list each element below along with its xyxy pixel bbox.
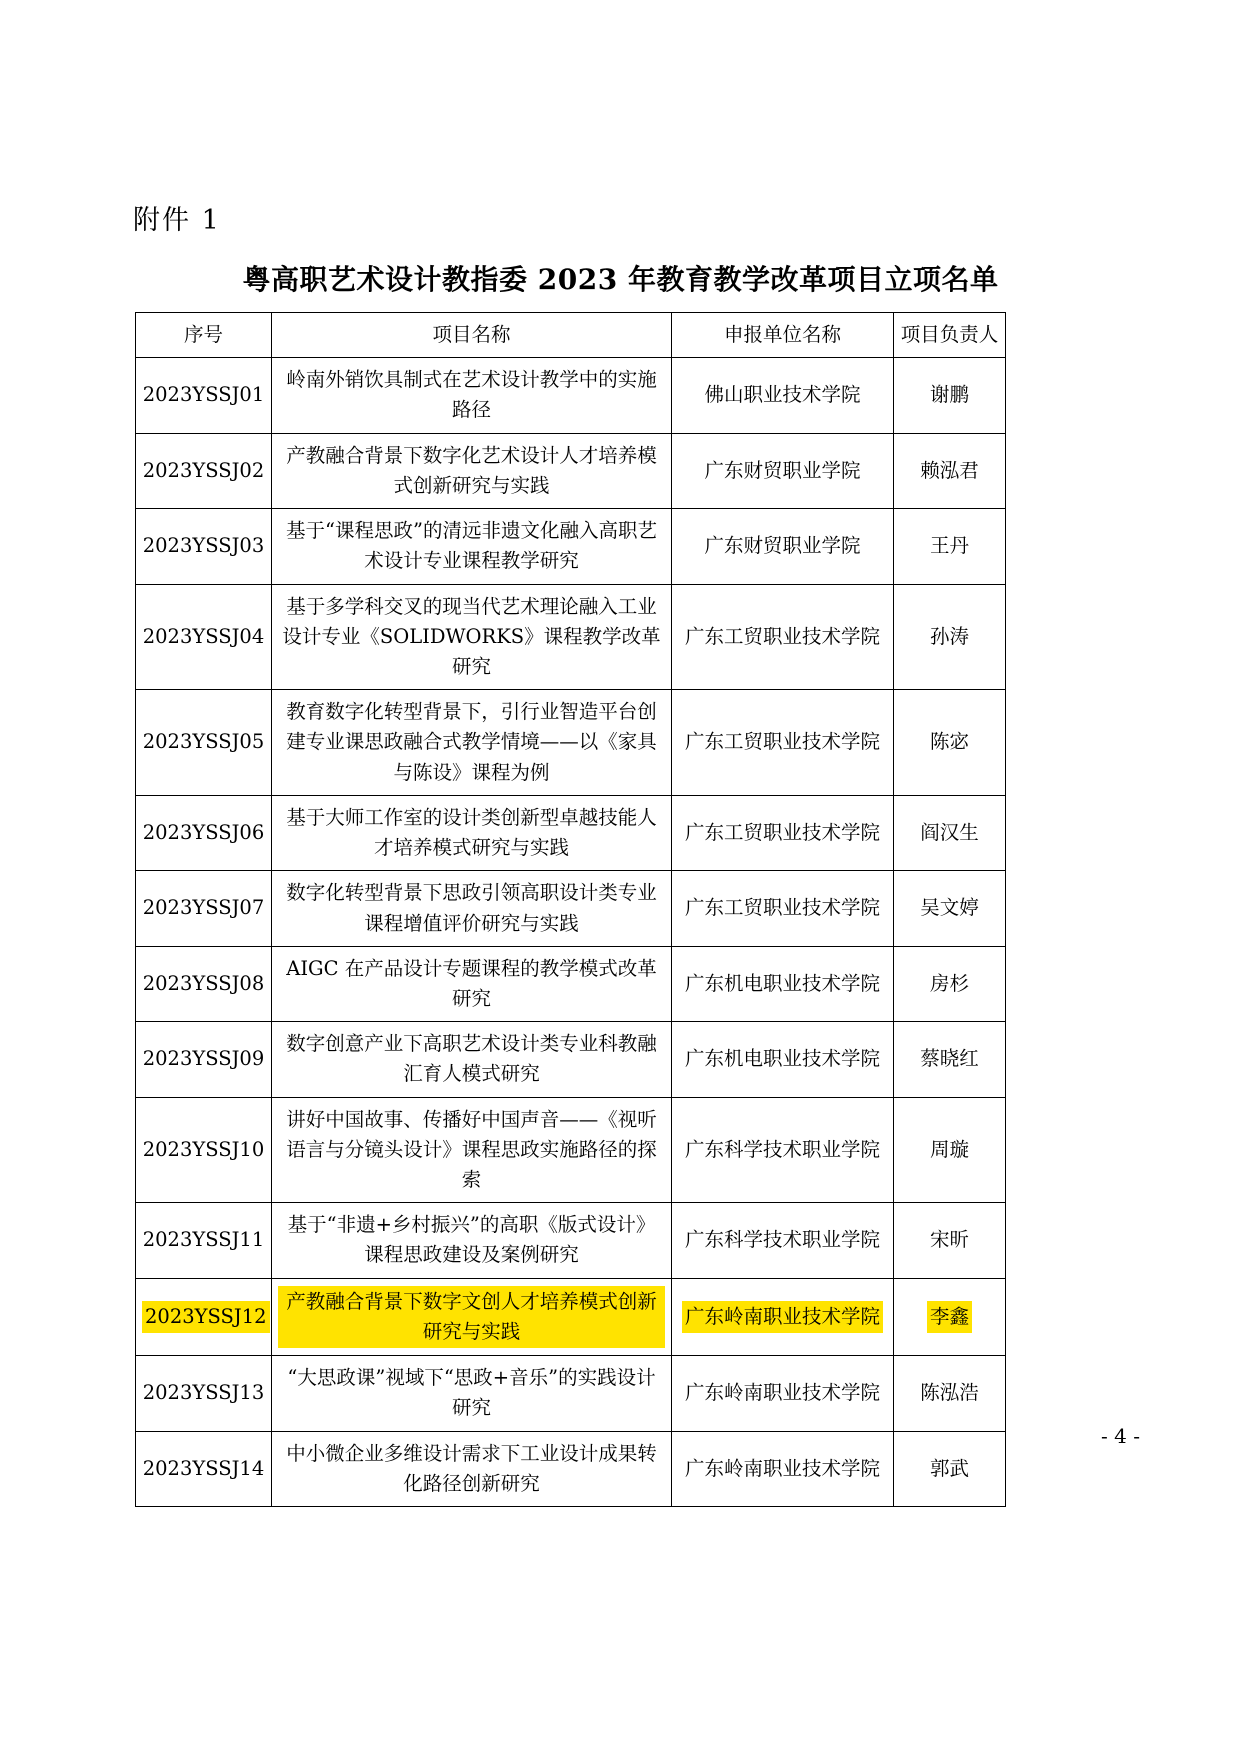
cell-unit: 广东财贸职业学院 xyxy=(672,509,894,584)
cell-project-no: 2023YSSJ01 xyxy=(136,358,272,433)
cell-leader xyxy=(894,1278,1006,1355)
cell-project-no: 2023YSSJ11 xyxy=(136,1203,272,1278)
cell-leader: 蔡晓红 xyxy=(894,1022,1006,1097)
cell-leader: 周璇 xyxy=(894,1097,1006,1203)
table-row xyxy=(136,946,1006,1021)
cell-leader: 陈宓 xyxy=(894,690,1006,796)
cell-unit xyxy=(672,1278,894,1355)
cell-project-no: 2023YSSJ07 xyxy=(136,871,272,946)
cell-project-no: 2023YSSJ09 xyxy=(136,1022,272,1097)
table-row xyxy=(136,433,1006,508)
cell-project-name: AIGC 在产品设计专题课程的教学模式改革研究 xyxy=(272,946,672,1021)
table-row xyxy=(136,690,1006,796)
cell-unit: 广东工贸职业技术学院 xyxy=(672,795,894,870)
cell-leader: 阎汉生 xyxy=(894,795,1006,870)
highlight-mark: 广东岭南职业技术学院 xyxy=(682,1301,883,1333)
cell-unit: 广东工贸职业技术学院 xyxy=(672,871,894,946)
cell-project-name: 中小微企业多维设计需求下工业设计成果转化路径创新研究 xyxy=(272,1431,672,1506)
table-row xyxy=(136,1431,1006,1506)
cell-project-no: 2023YSSJ13 xyxy=(136,1356,272,1431)
table-row xyxy=(136,1278,1006,1355)
cell-project-name: 基于“课程思政”的清远非遗文化融入高职艺术设计专业课程教学研究 xyxy=(272,509,672,584)
table-row xyxy=(136,358,1006,433)
cell-leader: 陈泓浩 xyxy=(894,1356,1006,1431)
cell-leader: 谢鹏 xyxy=(894,358,1006,433)
cell-unit: 广东岭南职业技术学院 xyxy=(672,1431,894,1506)
cell-leader: 赖泓君 xyxy=(894,433,1006,508)
cell-project-no xyxy=(136,1278,272,1355)
cell-leader: 王丹 xyxy=(894,509,1006,584)
cell-project-no: 2023YSSJ03 xyxy=(136,509,272,584)
column-header-leader: 项目负责人 xyxy=(894,313,1006,358)
cell-project-no: 2023YSSJ04 xyxy=(136,584,272,690)
cell-unit: 广东岭南职业技术学院 xyxy=(672,1356,894,1431)
column-header-no: 序号 xyxy=(136,313,272,358)
table-row xyxy=(136,871,1006,946)
cell-project-no: 2023YSSJ14 xyxy=(136,1431,272,1506)
cell-project-no: 2023YSSJ05 xyxy=(136,690,272,796)
cell-unit: 广东财贸职业学院 xyxy=(672,433,894,508)
highlight-mark: 产教融合背景下数字文创人才培养模式创新研究与实践 xyxy=(278,1286,665,1348)
cell-unit: 广东科学技术职业学院 xyxy=(672,1097,894,1203)
cell-project-name: 数字化转型背景下思政引领高职设计类专业课程增值评价研究与实践 xyxy=(272,871,672,946)
cell-project-name: 基于“非遗+乡村振兴”的高职《版式设计》课程思政建设及案例研究 xyxy=(272,1203,672,1278)
table-row xyxy=(136,509,1006,584)
cell-leader: 房杉 xyxy=(894,946,1006,1021)
table-header-row xyxy=(136,313,1006,358)
cell-unit: 广东机电职业技术学院 xyxy=(672,1022,894,1097)
cell-leader: 宋昕 xyxy=(894,1203,1006,1278)
highlight-mark: 李鑫 xyxy=(927,1301,972,1333)
column-header-project-name: 项目名称 xyxy=(272,313,672,358)
page-title: 粤高职艺术设计教指委 2023 年教育教学改革项目立项名单 xyxy=(242,263,999,296)
cell-leader: 孙涛 xyxy=(894,584,1006,690)
cell-leader: 郭武 xyxy=(894,1431,1006,1506)
project-listing-table xyxy=(135,312,1006,1507)
page-number: - 4 - xyxy=(1101,1424,1140,1448)
table-row xyxy=(136,1203,1006,1278)
cell-leader: 吴文婷 xyxy=(894,871,1006,946)
table-row xyxy=(136,584,1006,690)
table-row xyxy=(136,1356,1006,1431)
cell-unit: 广东工贸职业技术学院 xyxy=(672,584,894,690)
attachment-label: 附件 1 xyxy=(133,205,221,236)
table-row xyxy=(136,1097,1006,1203)
table-row xyxy=(136,795,1006,870)
cell-project-name: 讲好中国故事、传播好中国声音——《视听语言与分镜头设计》课程思政实施路径的探索 xyxy=(272,1097,672,1203)
cell-unit: 佛山职业技术学院 xyxy=(672,358,894,433)
cell-project-name: 基于大师工作室的设计类创新型卓越技能人才培养模式研究与实践 xyxy=(272,795,672,870)
cell-project-name: 数字创意产业下高职艺术设计类专业科教融汇育人模式研究 xyxy=(272,1022,672,1097)
cell-project-name: 基于多学科交叉的现当代艺术理论融入工业设计专业《SOLIDWORKS》课程教学改革研究 xyxy=(272,584,672,690)
cell-project-no: 2023YSSJ08 xyxy=(136,946,272,1021)
cell-project-name: 岭南外销饮具制式在艺术设计教学中的实施路径 xyxy=(272,358,672,433)
highlight-mark: 2023YSSJ12 xyxy=(142,1301,270,1333)
cell-project-no: 2023YSSJ06 xyxy=(136,795,272,870)
cell-project-name: 教育数字化转型背景下，引行业智造平台创建专业课思政融合式教学情境——以《家具与陈设》课程为例 xyxy=(272,690,672,796)
column-header-unit: 申报单位名称 xyxy=(672,313,894,358)
cell-unit: 广东科学技术职业学院 xyxy=(672,1203,894,1278)
cell-project-no: 2023YSSJ02 xyxy=(136,433,272,508)
cell-project-name xyxy=(272,1278,672,1355)
table-row xyxy=(136,1022,1006,1097)
cell-unit: 广东工贸职业技术学院 xyxy=(672,690,894,796)
cell-project-name: “大思政课”视域下“思政+音乐”的实践设计研究 xyxy=(272,1356,672,1431)
cell-unit: 广东机电职业技术学院 xyxy=(672,946,894,1021)
cell-project-name: 产教融合背景下数字化艺术设计人才培养模式创新研究与实践 xyxy=(272,433,672,508)
cell-project-no: 2023YSSJ10 xyxy=(136,1097,272,1203)
